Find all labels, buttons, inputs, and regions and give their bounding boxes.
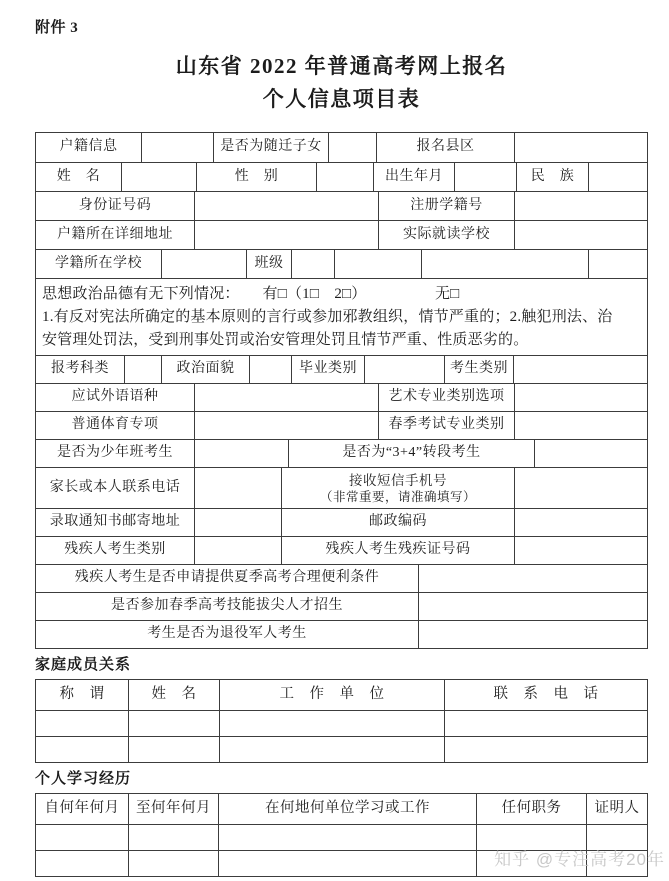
study-header-position: 任何职务 xyxy=(476,794,586,824)
table-row xyxy=(36,133,647,162)
blank-input-cell xyxy=(218,825,476,850)
blank-input-cell xyxy=(364,356,444,383)
form-title-line1: 山东省 2022 年普通高考网上报名 xyxy=(175,54,508,78)
blank-input-cell xyxy=(514,133,647,162)
label-mailing-address: 录取通知书邮寄地址 xyxy=(49,514,181,530)
label-household-info: 户籍信息 xyxy=(59,139,118,155)
blank-input-cell xyxy=(514,412,647,439)
blank-input-cell xyxy=(218,851,476,876)
study-header-from: 自何年何月 xyxy=(44,800,120,817)
label-3plus4-transfer: 是否为“3+4”转段考生 xyxy=(288,440,534,467)
label-foreign-language: 应试外语语种 xyxy=(71,389,159,405)
blank-input-cell xyxy=(194,509,281,536)
blank-input-cell xyxy=(219,711,444,736)
table-row xyxy=(36,620,647,648)
blank-input-cell xyxy=(36,851,128,876)
blank-input-cell xyxy=(514,468,647,508)
table-row xyxy=(36,508,647,536)
label-student-registration-number: 注册学籍号 xyxy=(378,192,514,220)
personal-info-table xyxy=(35,132,648,649)
family-data-row xyxy=(36,710,647,736)
label-graduation-category: 毕业类别 xyxy=(291,356,364,383)
form-title-line2: 个人信息项目表 xyxy=(262,87,421,111)
label-sports-specialty: 普通体育专项 xyxy=(71,417,159,433)
label-spring-exam-major: 春季考试专业类别 xyxy=(378,412,514,439)
label-disabled-category: 残疾人考生类别 xyxy=(64,542,166,558)
blank-input-cell xyxy=(328,133,376,162)
blank-input-cell xyxy=(444,711,647,736)
sms-phone-line2: （非常重要，请准确填写） xyxy=(319,489,476,504)
family-data-row xyxy=(36,736,647,762)
table-row xyxy=(36,220,647,249)
watermark: 知乎 @专注高考20年 xyxy=(494,850,665,869)
table-row xyxy=(36,467,647,508)
blank-input-cell xyxy=(534,440,647,467)
table-row xyxy=(36,411,647,439)
table-row xyxy=(36,536,647,564)
blank-input-cell xyxy=(128,825,218,850)
label-class: 班级 xyxy=(246,250,291,278)
blank-input-cell xyxy=(141,133,213,162)
table-row xyxy=(36,564,647,592)
label-spring-skill-talent: 是否参加春季高考技能拔尖人才招生 xyxy=(111,598,343,614)
blank-input-cell xyxy=(194,468,281,508)
family-header-phone: 联 系 电 话 xyxy=(444,680,647,710)
family-header-name: 姓 名 xyxy=(128,680,219,710)
politics-condition-line1: 1.有反对宪法所确定的基本原则的言行或参加邪教组织，情节严重的；2.触犯刑法、治 xyxy=(42,309,613,325)
blank-input-cell xyxy=(514,537,647,564)
blank-input-cell xyxy=(36,711,128,736)
table-row xyxy=(36,383,647,411)
blank-input-cell xyxy=(418,593,647,620)
blank-input-cell xyxy=(194,221,378,249)
blank-input-cell xyxy=(291,250,334,278)
blank-input-cell xyxy=(334,250,421,278)
blank-input-cell xyxy=(514,221,647,249)
label-id-number: 身份证号码 xyxy=(78,197,152,213)
study-header-place: 在何地何单位学习或工作 xyxy=(218,794,476,824)
blank-input-cell xyxy=(121,163,196,191)
label-postal-code: 邮政编码 xyxy=(281,509,514,536)
table-row xyxy=(36,439,647,467)
blank-input-cell xyxy=(194,537,281,564)
table-row xyxy=(36,249,647,278)
table-row xyxy=(36,162,647,191)
table-row xyxy=(36,592,647,620)
table-row xyxy=(36,355,647,383)
label-actual-school: 实际就读学校 xyxy=(378,221,514,249)
politics-declaration xyxy=(36,279,647,355)
table-row xyxy=(36,191,647,220)
politics-condition-line2: 安管理处罚法，受到刑事处罚或治安管理处罚且情节严重、性质恶劣的。 xyxy=(42,332,529,348)
blank-input-cell xyxy=(128,851,218,876)
blank-input-cell xyxy=(194,412,378,439)
blank-input-cell xyxy=(194,384,378,411)
label-sms-phone xyxy=(281,468,514,508)
blank-input-cell xyxy=(36,825,128,850)
blank-input-cell xyxy=(161,250,246,278)
study-section-title: 个人学习经历 xyxy=(35,771,132,787)
blank-input-cell xyxy=(249,356,291,383)
blank-input-cell xyxy=(316,163,373,191)
blank-input-cell xyxy=(219,737,444,762)
blank-input-cell xyxy=(124,356,161,383)
blank-input-cell xyxy=(36,737,128,762)
blank-input-cell xyxy=(444,737,647,762)
blank-input-cell xyxy=(128,737,219,762)
label-gender: 性 别 xyxy=(196,163,316,191)
label-disabled-convenience: 残疾人考生是否申请提供夏季高考合理便利条件 xyxy=(74,570,380,586)
label-school-of-record: 学籍所在学校 xyxy=(55,255,142,271)
blank-input-cell xyxy=(454,163,516,191)
blank-input-cell xyxy=(514,509,647,536)
study-header-row xyxy=(36,794,647,824)
blank-input-cell xyxy=(514,384,647,411)
sms-phone-line1: 接收短信手机号 xyxy=(349,472,447,488)
blank-input-cell xyxy=(194,440,288,467)
politics-status-line: 思想政治品德有无下列情况： 有□（1□ 2□） 无□ xyxy=(42,286,460,302)
family-header-row xyxy=(36,680,647,710)
label-registration-county: 报名县区 xyxy=(376,133,514,162)
label-political-status: 政治面貌 xyxy=(161,356,249,383)
blank-input-cell xyxy=(418,621,647,648)
family-members-table xyxy=(35,679,648,763)
label-household-address: 户籍所在详细地址 xyxy=(57,226,173,242)
blank-input-cell xyxy=(514,192,647,220)
label-youth-class: 是否为少年班考生 xyxy=(57,445,173,461)
blank-input-cell xyxy=(194,192,378,220)
blank-input-cell xyxy=(421,250,588,278)
blank-input-cell xyxy=(588,163,647,191)
blank-input-cell xyxy=(513,356,647,383)
label-disability-cert-number: 残疾人考生残疾证号码 xyxy=(281,537,514,564)
blank-input-cell xyxy=(128,711,219,736)
blank-input-cell xyxy=(418,565,647,592)
politics-declaration-row xyxy=(36,278,647,355)
label-exam-category: 报考科类 xyxy=(51,361,109,377)
label-migrant-child: 是否为随迁子女 xyxy=(213,133,328,162)
attachment-label: 附件 3 xyxy=(35,20,79,36)
label-contact-phone: 家长或本人联系电话 xyxy=(49,479,181,495)
label-veteran-candidate: 考生是否为退役军人考生 xyxy=(147,626,307,642)
family-section-title: 家庭成员关系 xyxy=(35,657,132,673)
family-header-relation: 称 谓 xyxy=(59,686,105,703)
label-ethnicity: 民 族 xyxy=(516,163,588,191)
label-birth-date: 出生年月 xyxy=(373,163,454,191)
label-candidate-category: 考生类别 xyxy=(444,356,513,383)
family-header-workplace: 工 作 单 位 xyxy=(219,680,444,710)
form-title xyxy=(35,50,648,116)
label-name: 姓 名 xyxy=(56,168,101,184)
study-header-to: 至何年何月 xyxy=(128,794,218,824)
label-art-major-category: 艺术专业类别选项 xyxy=(378,384,514,411)
study-header-witness: 证明人 xyxy=(586,794,647,824)
blank-input-cell xyxy=(588,250,647,278)
